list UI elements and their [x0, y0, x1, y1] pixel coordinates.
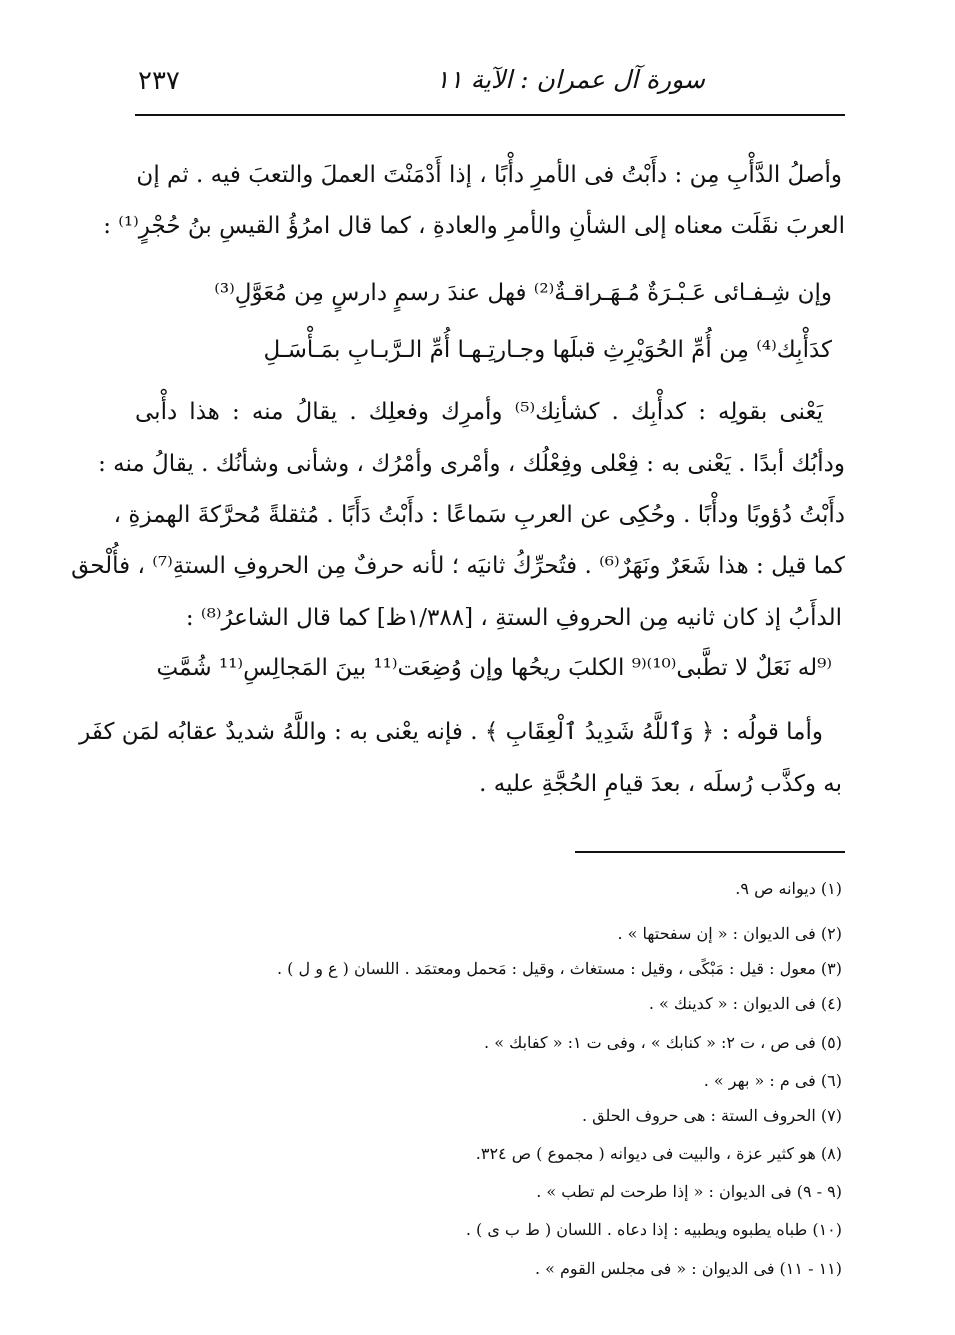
text-line: العربَ نقَلَت معناه إلى الشأنِ والأمرِ والعادةِ ، كما قال امرُؤُ القيسِ بنُ حُجْرٍ⁽¹⁾ :: [103, 213, 845, 239]
verse-line: ⁽⁹له نَعَلٌ لا تطَّبى⁽¹⁰⁾⁽⁹ الكلبَ ريحُها وإن وُضِعَت⁽¹¹ بينَ المَجالِسِ⁽¹¹ شُمَّتِ: [156, 655, 832, 681]
running-title: سورة آل عمران : الآية ١١: [435, 65, 705, 94]
text-line: يَعْنى بقولِه : كدأْبِك . كشأنِك⁽⁵⁾ وأمرِك وفعلِك . يقالُ منه : هذا دأْبى: [135, 399, 823, 425]
verse-line: كدَأْبِك⁽⁴⁾ مِن أُمِّ الحُوَيْرِثِ قبلَها وجـارتِـهـا أُمِّ الـرَّبـابِ بمَـأْسَـلِ: [263, 337, 832, 363]
footnote: (١١ - ١١) فى الديوان : « فى مجلس القوم » .: [534, 1259, 842, 1278]
footnote: (٨) هو كثير عزة ، والبيت فى ديوانه ( مجموع ) ص ٣٢٤.: [475, 1144, 842, 1163]
footnote: (٧) الحروف الستة : هى حروف الحلق .: [581, 1106, 842, 1125]
footnote: (٢) فى الديوان : « إن سفحتها » .: [617, 924, 842, 943]
footnote: (١٠) طباه يطبوه ويطبيه : إذا دعاه . اللسان ( ط ب ى ) .: [465, 1220, 842, 1239]
footnote: (٦) فى م : « بهر » .: [703, 1071, 842, 1090]
footnote: (٥) فى ص ، ت ٢: « كنابك » ، وفى ت ١: « كفابك » .: [484, 1033, 842, 1052]
footnote: (٩ - ٩) فى الديوان : « إذا طرحت لم تطب » .: [536, 1182, 842, 1201]
footnote: (١) ديوانه ص ٩.: [735, 879, 842, 898]
footnote: (٤) فى الديوان : « كدينك » .: [648, 994, 842, 1013]
text-line: وأصلُ الدَّأْبِ مِن : دأَبْتُ فى الأمرِ دأْبًا ، إذا أَدْمَنْتَ العملَ والتعبَ فيه . ثم إن: [136, 162, 842, 188]
text-line: ودأبُك أبدًا . يَعْنى به : فِعْلى وفِعْلُك ، وأمْرى وأمْرُك ، وشأنى وشأنُك . يقالُ منه :: [98, 451, 845, 477]
page-number: ٢٣٧: [138, 66, 180, 96]
footnote: (٣) معول : قيل : مَبْكًى ، وقيل : مستغاث ، وقيل : مَحمل ومعتمَد . اللسان ( ع و ل ) .: [276, 959, 842, 978]
header-rule: [135, 114, 845, 116]
text-line: الدأَبُ إذ كان ثانيه مِن الحروفِ الستةِ ، [١/٣٨٨ظ] كما قال الشاعرُ⁽⁸⁾ :: [185, 605, 842, 631]
footnote-rule: [575, 851, 845, 853]
verse-line: وإن شِـفـائى عَـبْـرَةٌ مُـهَـراقـةٌ⁽²⁾ فهل عندَ رسمٍ دارسٍ مِن مُعَوَّلِ⁽³⁾: [214, 280, 832, 306]
text-line: دأَبْتُ دُؤوبًا ودأْبًا . وحُكِى عن العربِ سَماعًا : دأَبْتُ دَأَبًا . مُثقلةً مُحرَّكةَ الهمزةِ ،: [113, 502, 845, 528]
text-line: وأما قولُه : ﴿ وَٱللَّهُ شَدِيدُ ٱلْعِقَابِ ﴾ . فإنه يعْنى به : واللَّهُ شديدٌ عقابُه لمَن كفَر: [79, 719, 823, 745]
text-line: كما قيل : هذا شَعَرٌ ونَهَرٌ⁽⁶⁾ . فتُحرِّكُ ثانيَه ؛ لأنه حرفٌ مِن الحروفِ الستةِ⁽⁷⁾ ، فأُلْحق: [71, 553, 845, 579]
text-line: به وكذَّب رُسلَه ، بعدَ قيامِ الحُجَّةِ عليه .: [479, 771, 842, 797]
